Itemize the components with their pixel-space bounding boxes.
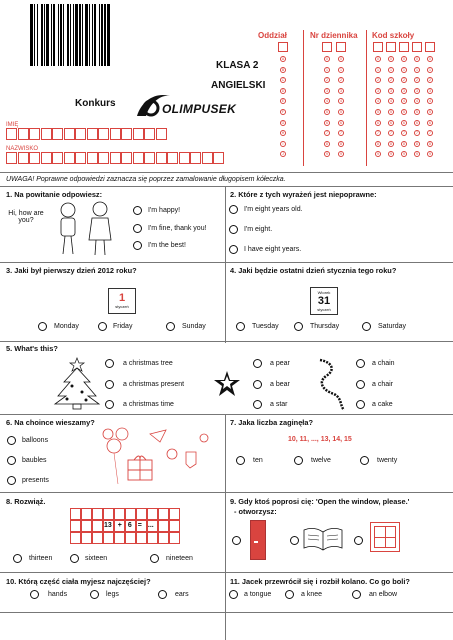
door-icon bbox=[250, 520, 266, 560]
grid-cell bbox=[147, 508, 158, 520]
kod-bubble[interactable]: 5 bbox=[414, 109, 420, 115]
dziennik-bubble[interactable]: 3 bbox=[324, 88, 330, 94]
q8-option-a-label: thirteen bbox=[29, 555, 53, 562]
grid-cell bbox=[136, 532, 147, 544]
grid-cell bbox=[92, 520, 103, 532]
surname-label: NAZWISKO bbox=[6, 146, 39, 152]
kod-bubble[interactable]: 0 bbox=[388, 56, 394, 62]
letter-box[interactable] bbox=[179, 152, 190, 164]
contest-label: Konkurs bbox=[75, 98, 116, 109]
q2-option-b-label: I'm eight. bbox=[244, 226, 273, 233]
q5-col2-b-label: a bear bbox=[270, 381, 290, 388]
kod-bubble[interactable]: 3 bbox=[427, 88, 433, 94]
q3-option-c-label: Sunday bbox=[182, 323, 206, 330]
letter-box[interactable] bbox=[75, 152, 86, 164]
kod-bubble[interactable]: 8 bbox=[401, 141, 407, 147]
dziennik-bubble[interactable]: 4 bbox=[324, 98, 330, 104]
barcode-bar bbox=[67, 4, 69, 66]
equation bbox=[104, 522, 154, 529]
grid-cell bbox=[81, 508, 92, 520]
q3-option-a-label: Monday bbox=[54, 323, 79, 330]
barcode-bar bbox=[94, 4, 96, 66]
letter-box[interactable] bbox=[18, 128, 29, 140]
q5-title: 5. What's this? bbox=[6, 344, 58, 353]
kod-bubble[interactable]: 7 bbox=[375, 130, 381, 136]
barcode-bar bbox=[107, 4, 110, 66]
q7-title: 7. Jaka liczba zaginęła? bbox=[230, 418, 313, 427]
letter-box[interactable] bbox=[202, 152, 213, 164]
letter-box[interactable] bbox=[144, 128, 155, 140]
letter-box[interactable] bbox=[75, 128, 86, 140]
q8-option-b-label: sixteen bbox=[85, 555, 108, 562]
barcode-bar bbox=[89, 4, 90, 66]
oddzial-bubble[interactable]: B bbox=[281, 67, 285, 72]
oddzial-header: Oddział bbox=[258, 31, 287, 40]
kod-bubble[interactable]: 5 bbox=[388, 109, 394, 115]
q5-col2-c-label: a star bbox=[270, 401, 288, 408]
dziennik-bubble[interactable]: 8 bbox=[324, 141, 330, 147]
code-box[interactable] bbox=[399, 42, 409, 52]
barcode-bar bbox=[70, 4, 71, 66]
q7-option-b-label: twelve bbox=[311, 457, 331, 464]
letter-box[interactable] bbox=[167, 152, 178, 164]
q6-option-c-label: presents bbox=[22, 477, 49, 484]
barcode-bar bbox=[92, 4, 93, 66]
barcode-bar bbox=[46, 4, 49, 66]
kod-bubble[interactable]: 3 bbox=[414, 88, 420, 94]
dziennik-bubble[interactable]: 6 bbox=[324, 120, 330, 126]
letter-box[interactable] bbox=[18, 152, 29, 164]
kod-bubble[interactable]: 9 bbox=[375, 151, 381, 157]
grid-cell bbox=[158, 508, 169, 520]
kod-bubble[interactable]: 3 bbox=[401, 88, 407, 94]
letter-box[interactable] bbox=[133, 128, 144, 140]
class-label: KLASA 2 bbox=[216, 60, 259, 71]
q5-col1-c-label: a christmas time bbox=[123, 401, 174, 408]
kod-bubble[interactable]: 2 bbox=[375, 77, 381, 83]
kod-header: Kod szkoły bbox=[372, 31, 415, 40]
barcode-bar bbox=[85, 4, 88, 66]
dziennik-bubble[interactable]: 3 bbox=[338, 88, 344, 94]
grid-cell bbox=[125, 532, 136, 544]
q1-option-c-label: I'm the best! bbox=[148, 242, 186, 249]
letter-box[interactable] bbox=[156, 128, 167, 140]
calendar-jan-1 bbox=[108, 288, 136, 314]
letter-box[interactable] bbox=[52, 128, 63, 140]
q3-option-b-label: Friday bbox=[113, 323, 133, 330]
barcode-bar bbox=[73, 4, 74, 66]
kod-bubble[interactable]: 5 bbox=[401, 109, 407, 115]
grid-cell bbox=[169, 532, 180, 544]
q7-option-c-label: twenty bbox=[377, 457, 398, 464]
kod-bubble[interactable]: 8 bbox=[414, 141, 420, 147]
name-label: IMIĘ bbox=[6, 122, 19, 128]
q7-option-a-label: ten bbox=[253, 457, 263, 464]
letter-box[interactable] bbox=[156, 152, 167, 164]
oddzial-bubble[interactable]: J bbox=[280, 151, 286, 157]
barcode-bar bbox=[44, 4, 45, 66]
grid-cell bbox=[136, 508, 147, 520]
q1-option-b-label: I'm fine, thank you! bbox=[148, 225, 207, 232]
dziennik-bubble[interactable]: 7 bbox=[324, 130, 330, 136]
kod-bubble[interactable]: 2 bbox=[427, 77, 433, 83]
q5-col3-a-label: a chain bbox=[372, 360, 395, 367]
kod-bubble[interactable]: 5 bbox=[427, 109, 433, 115]
letter-box[interactable] bbox=[133, 152, 144, 164]
oddzial-bubble[interactable]: D bbox=[281, 88, 285, 93]
dziennik-header: Nr dziennika bbox=[310, 31, 358, 40]
barcode-bar bbox=[30, 4, 33, 66]
eq-eq: = bbox=[137, 522, 142, 529]
kod-bubble[interactable]: 0 bbox=[375, 56, 381, 62]
kod-bubble[interactable]: 1 bbox=[427, 67, 433, 73]
kod-bubble[interactable]: 7 bbox=[401, 130, 407, 136]
q10-option-a-label: hands bbox=[48, 591, 68, 598]
kod-bubble[interactable]: 9 bbox=[427, 151, 433, 157]
oddzial-bubble[interactable]: G bbox=[281, 120, 285, 125]
letter-box[interactable] bbox=[52, 152, 63, 164]
barcode-bar bbox=[41, 4, 43, 66]
q4-option-b-label: Thursday bbox=[310, 323, 340, 330]
dziennik-bubble[interactable]: 5 bbox=[338, 109, 344, 115]
barcode-bar bbox=[37, 4, 38, 66]
kod-bubble[interactable]: 0 bbox=[414, 56, 420, 62]
kod-bubble[interactable]: 4 bbox=[401, 98, 407, 104]
oddzial-bubble[interactable]: H bbox=[281, 131, 285, 136]
kod-bubble[interactable]: 2 bbox=[388, 77, 394, 83]
barcode-bar bbox=[75, 4, 78, 66]
grid-cell bbox=[81, 532, 92, 544]
oddzial-bubble[interactable]: E bbox=[281, 99, 285, 104]
q10-title: 10. Którą część ciała myjesz najczęściej? bbox=[6, 577, 151, 586]
barcode-bar bbox=[60, 4, 62, 66]
q2-option-c-label: I have eight years. bbox=[244, 246, 302, 253]
letter-box[interactable] bbox=[121, 152, 132, 164]
code-box[interactable] bbox=[425, 42, 435, 52]
kod-bubble[interactable]: 8 bbox=[427, 141, 433, 147]
dziennik-bubble[interactable]: 0 bbox=[324, 56, 330, 62]
letter-box[interactable] bbox=[87, 152, 98, 164]
christmas-tree-icon bbox=[52, 356, 102, 410]
q5-col2-a-label: a pear bbox=[270, 360, 290, 367]
grid-cell bbox=[103, 532, 114, 544]
oddzial-bubble[interactable]: A bbox=[281, 57, 285, 61]
kod-bubble[interactable]: 6 bbox=[427, 120, 433, 126]
q4-option-a-label: Tuesday bbox=[252, 323, 279, 330]
q11-option-c-label: an elbow bbox=[369, 591, 398, 598]
kod-bubble[interactable]: 8 bbox=[375, 141, 381, 147]
barcode-bar bbox=[104, 4, 106, 66]
cal-day: 1 bbox=[118, 292, 126, 304]
star-icon bbox=[213, 370, 241, 398]
grid-cell bbox=[70, 508, 81, 520]
grid-cell bbox=[70, 532, 81, 544]
letter-box[interactable] bbox=[98, 152, 109, 164]
logo-text: OLIMPUSEK bbox=[162, 102, 237, 116]
q10-option-c-label: ears bbox=[175, 591, 189, 598]
kod-bubble[interactable]: 0 bbox=[427, 56, 433, 62]
eq-ans: ... bbox=[147, 522, 154, 529]
decorations-illustration bbox=[100, 424, 210, 486]
q5-col3-b-label: a chair bbox=[372, 381, 394, 388]
surname-boxes[interactable] bbox=[6, 152, 236, 166]
q4-title: 4. Jaki będzie ostatni dzień stycznia tego roku? bbox=[230, 266, 397, 275]
q11-title: 11. Jacek przewrócił się i rozbił kolano. Co go boli? bbox=[230, 577, 410, 586]
letter-box[interactable] bbox=[121, 128, 132, 140]
code-box[interactable] bbox=[336, 42, 346, 52]
code-box[interactable] bbox=[322, 42, 332, 52]
children-illustration bbox=[48, 200, 122, 258]
letter-box[interactable] bbox=[6, 128, 17, 140]
window-icon bbox=[370, 522, 400, 552]
letter-box[interactable] bbox=[110, 128, 121, 140]
dziennik-bubble[interactable]: 4 bbox=[338, 98, 344, 104]
kod-bubble[interactable]: 1 bbox=[375, 67, 381, 73]
q8-option-c-label: nineteen bbox=[166, 555, 193, 562]
kod-bubble[interactable]: 6 bbox=[401, 120, 407, 126]
grid-cell bbox=[114, 508, 125, 520]
letter-box[interactable] bbox=[98, 128, 109, 140]
kod-bubble[interactable]: 6 bbox=[388, 120, 394, 126]
dziennik-bubble[interactable]: 1 bbox=[324, 67, 330, 73]
subject-label: ANGIELSKI bbox=[211, 80, 266, 91]
code-box[interactable] bbox=[386, 42, 396, 52]
barcode-bar bbox=[99, 4, 100, 66]
notice-text: UWAGA! Poprawne odpowiedzi zaznacza się poprzez zamalowanie długopisem kółeczka. bbox=[6, 176, 286, 183]
barcode bbox=[30, 0, 160, 70]
barcode-bar bbox=[63, 4, 64, 66]
kod-bubble[interactable]: 2 bbox=[401, 77, 407, 83]
grid-cell bbox=[169, 508, 180, 520]
barcode-bar bbox=[51, 4, 52, 66]
cal-month: styczeń bbox=[115, 304, 129, 309]
q1-title: 1. Na powitanie odpowiesz: bbox=[6, 190, 103, 199]
kod-bubble[interactable]: 1 bbox=[414, 67, 420, 73]
dziennik-bubble[interactable]: 1 bbox=[338, 67, 344, 73]
dziennik-bubble[interactable]: 8 bbox=[338, 141, 344, 147]
kod-bubble[interactable]: 1 bbox=[401, 67, 407, 73]
q8-title: 8. Rozwiąż. bbox=[6, 497, 46, 506]
grid-cell bbox=[92, 508, 103, 520]
grid-cell bbox=[70, 520, 81, 532]
kod-bubble[interactable]: 4 bbox=[375, 98, 381, 104]
letter-box[interactable] bbox=[190, 152, 201, 164]
letter-box[interactable] bbox=[110, 152, 121, 164]
kod-bubble[interactable]: 9 bbox=[401, 151, 407, 157]
kod-bubble[interactable]: 6 bbox=[375, 120, 381, 126]
q1-option-a-label: I'm happy! bbox=[148, 207, 181, 214]
olimpusek-logo bbox=[132, 86, 242, 124]
q3-title: 3. Jaki był pierwszy dzień 2012 roku? bbox=[6, 266, 137, 275]
kod-bubble[interactable]: 5 bbox=[375, 109, 381, 115]
oddzial-bubble[interactable]: C bbox=[281, 78, 285, 83]
cal-day: 31 bbox=[317, 295, 331, 307]
letter-box[interactable] bbox=[41, 128, 52, 140]
grid-cell bbox=[92, 532, 103, 544]
eq-b: 6 bbox=[127, 522, 132, 529]
calendar-jan-31 bbox=[310, 287, 338, 315]
dziennik-bubble[interactable]: 2 bbox=[338, 77, 344, 83]
q2-title: 2. Które z tych wyrażeń jest niepoprawne: bbox=[230, 190, 377, 199]
dziennik-bubble[interactable]: 9 bbox=[338, 151, 344, 157]
name-boxes[interactable] bbox=[6, 128, 176, 142]
q6-option-b-label: baubles bbox=[22, 457, 47, 464]
eq-a: 13 bbox=[104, 522, 112, 529]
dziennik-bubble[interactable]: 2 bbox=[324, 77, 330, 83]
cal-weekday: Wtorek bbox=[317, 290, 331, 295]
q9-subtitle: - otworzysz: bbox=[234, 507, 277, 516]
kod-bubble[interactable]: 7 bbox=[414, 130, 420, 136]
grid-cell bbox=[169, 520, 180, 532]
kod-bubble[interactable]: 2 bbox=[414, 77, 420, 83]
grid-cell bbox=[114, 532, 125, 544]
barcode-bar bbox=[34, 4, 35, 66]
code-box[interactable] bbox=[278, 42, 288, 52]
q5-col1-b-label: a christmas present bbox=[123, 381, 185, 388]
number-sequence: 10, 11, ..., 13, 14, 15 bbox=[288, 436, 352, 443]
letter-box[interactable] bbox=[29, 152, 40, 164]
dziennik-bubble[interactable]: 9 bbox=[324, 151, 330, 157]
q11-option-a-label: a tongue bbox=[244, 591, 272, 598]
barcode-bar bbox=[58, 4, 59, 66]
dziennik-bubble[interactable]: 0 bbox=[338, 56, 344, 62]
letter-box[interactable] bbox=[64, 152, 75, 164]
grid-cell bbox=[103, 508, 114, 520]
cal-month: styczeń bbox=[317, 307, 331, 312]
kod-bubble[interactable]: 1 bbox=[388, 67, 394, 73]
q6-title: 6. Na choince wieszamy? bbox=[6, 418, 95, 427]
barcode-bar bbox=[101, 4, 103, 66]
kod-bubble[interactable]: 8 bbox=[388, 141, 394, 147]
barcode-bar bbox=[53, 4, 55, 66]
grid-cell bbox=[125, 508, 136, 520]
barcode-bar bbox=[82, 4, 83, 66]
q6-option-a-label: balloons bbox=[22, 437, 49, 444]
letter-box[interactable] bbox=[41, 152, 52, 164]
letter-box[interactable] bbox=[64, 128, 75, 140]
q4-option-c-label: Saturday bbox=[378, 323, 407, 330]
eq-op: + bbox=[117, 522, 122, 529]
book-icon bbox=[302, 526, 344, 552]
kod-bubble[interactable]: 7 bbox=[388, 130, 394, 136]
oddzial-bubble[interactable]: I bbox=[280, 141, 286, 147]
letter-box[interactable] bbox=[213, 152, 224, 164]
oddzial-bubble[interactable]: F bbox=[281, 110, 285, 114]
grid-cell bbox=[158, 520, 169, 532]
chain-icon bbox=[312, 356, 348, 412]
letter-box[interactable] bbox=[6, 152, 17, 164]
kod-bubble[interactable]: 7 bbox=[427, 130, 433, 136]
kod-bubble[interactable]: 4 bbox=[427, 98, 433, 104]
kod-bubble[interactable]: 6 bbox=[414, 120, 420, 126]
q9-title: 9. Gdy ktoś poprosi cię: 'Open the window, please.' bbox=[230, 497, 410, 506]
dziennik-bubble[interactable]: 6 bbox=[338, 120, 344, 126]
q5-col1-a-label: a christmas tree bbox=[123, 360, 173, 367]
grid-cell bbox=[158, 532, 169, 544]
kod-bubble[interactable]: 9 bbox=[414, 151, 420, 157]
q2-option-a-label: I'm eight years old. bbox=[244, 206, 303, 213]
code-box[interactable] bbox=[373, 42, 383, 52]
q5-col3-c-label: a cake bbox=[372, 401, 393, 408]
kod-bubble[interactable]: 9 bbox=[388, 151, 394, 157]
letter-box[interactable] bbox=[87, 128, 98, 140]
letter-box[interactable] bbox=[144, 152, 155, 164]
speech-bubble: Hi, how are you? bbox=[8, 210, 44, 224]
letter-box[interactable] bbox=[29, 128, 40, 140]
kod-bubble[interactable]: 3 bbox=[388, 88, 394, 94]
kod-bubble[interactable]: 0 bbox=[401, 56, 407, 62]
kod-bubble[interactable]: 4 bbox=[388, 98, 394, 104]
kod-bubble[interactable]: 3 bbox=[375, 88, 381, 94]
barcode-bar bbox=[79, 4, 81, 66]
grid-cell bbox=[147, 532, 158, 544]
dziennik-bubble[interactable]: 7 bbox=[338, 130, 344, 136]
code-box[interactable] bbox=[412, 42, 422, 52]
q10-option-b-label: legs bbox=[106, 591, 119, 598]
q11-option-b-label: a knee bbox=[301, 591, 323, 598]
kod-bubble[interactable]: 4 bbox=[414, 98, 420, 104]
dziennik-bubble[interactable]: 5 bbox=[324, 109, 330, 115]
grid-cell bbox=[81, 520, 92, 532]
